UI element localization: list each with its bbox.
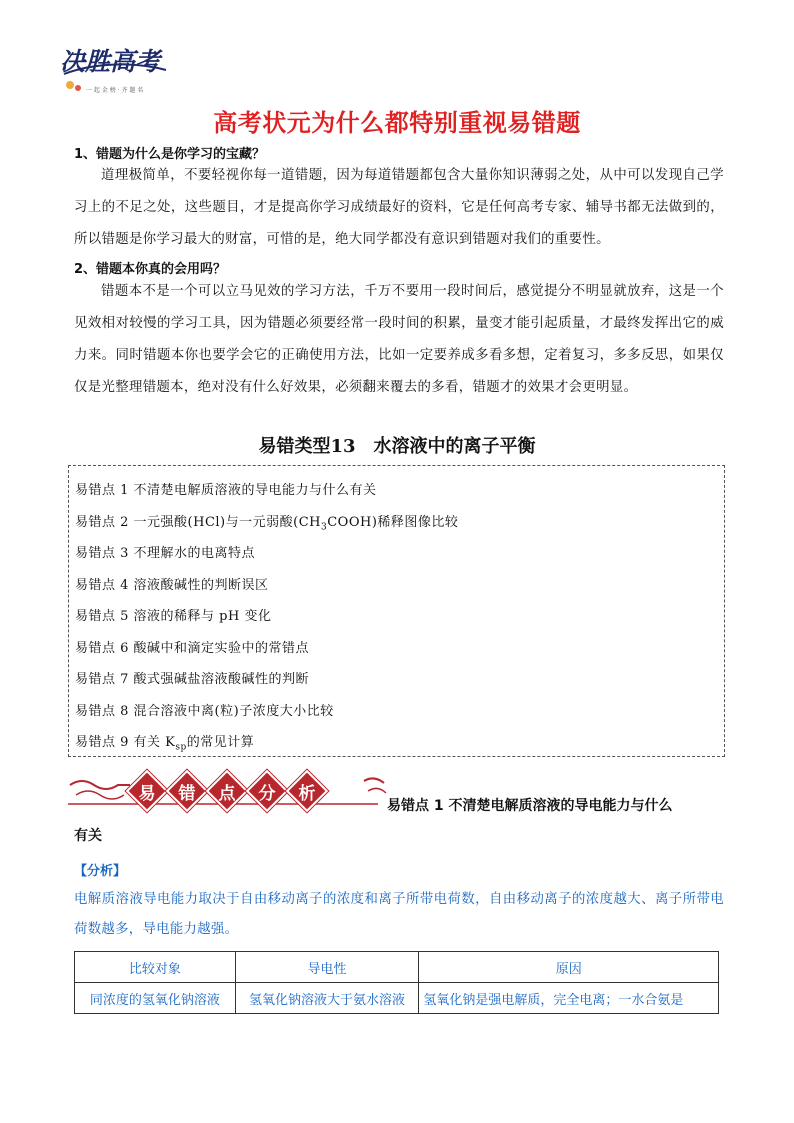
banner-char: 点 <box>207 771 247 811</box>
error-point-item: 易错点 8 混合溶液中离(粒)子浓度大小比较 <box>75 704 334 719</box>
page-title: 高考状元为什么都特别重视易错题 <box>213 109 581 137</box>
section1-body: 道理极简单，不要轻视你每一道错题，因为每道错题都包含大量你知识薄弱之处，从中可以发现自己学习上的不足之处，这些题目，才是提高你学习成绩最好的资料，它是任何高考专家、辅导书都无法做到的，所以错题是你学习最大的财富，可惜的是，绝大同学都没有意识到错题对我们的重要性。 <box>74 168 724 247</box>
table-header-row <box>75 952 719 983</box>
error-point-item: 易错点 6 酸碱中和滴定实验中的常错点 <box>75 641 310 656</box>
error-point-item: 易错点 2 一元强酸(HCl)与一元弱酸$(CH_3COOH)$稀释图像比较 <box>75 515 459 533</box>
table-cell: 氢氧化钠溶液大于氨水溶液 <box>235 983 419 1014</box>
logo <box>56 40 174 102</box>
comparison-table <box>74 951 719 1014</box>
banner-char: 析 <box>287 771 327 811</box>
banner-char: 错 <box>167 771 207 811</box>
banner-char: 易 <box>127 771 167 811</box>
table-cell: 氢氧化钠是强电解质，完全电离；一水合氨是 <box>419 983 719 1014</box>
table-header: 比较对象 <box>75 952 236 983</box>
point1-heading-line1: 易错点 1 不清楚电解质溶液的导电能力与什么 <box>387 798 673 814</box>
error-type-title: 易错类型13 水溶液中的离子平衡 <box>258 436 536 457</box>
section1-heading: 1、错题为什么是你学习的宝藏？ <box>74 147 266 162</box>
banner-char: 分 <box>247 771 287 811</box>
error-point-item: 易错点 3 不理解水的电离特点 <box>75 546 256 561</box>
analysis-label: 【分析】 <box>74 864 127 879</box>
analysis-body: 电解质溶液导电能力取决于自由移动离子的浓度和离子所带电荷数，自由移动离子的浓度越大、离子所带电荷数越多，导电能力越强。 <box>74 892 724 937</box>
error-point-item: 易错点 9 有关 $K_{sp}$的常见计算 <box>75 735 255 753</box>
table-header: 导电性 <box>235 952 419 983</box>
error-point-item: 易错点 5 溶液的稀释与 pH 变化 <box>75 609 272 624</box>
table-header: 原因 <box>419 952 719 983</box>
table-cell: 同浓度的氢氧化钠溶液 <box>75 983 236 1014</box>
error-point-item: 易错点 7 酸式强碱盐溶液酸碱性的判断 <box>75 672 310 687</box>
error-point-item: 易错点 4 溶液酸碱性的判断误区 <box>75 578 269 593</box>
error-point-item: 易错点 1 不清楚电解质溶液的导电能力与什么有关 <box>75 483 377 498</box>
table-row <box>75 983 719 1014</box>
logo-text: 决胜高考 <box>60 47 161 76</box>
section2-heading: 2、错题本你真的会用吗？ <box>74 262 227 277</box>
logo-subtitle: 一 起 金 榜 · 齐 题 名 <box>86 87 144 94</box>
error-points-box <box>68 465 725 757</box>
point1-heading-line2: 有关 <box>74 828 102 844</box>
section2-body: 错题本不是一个可以立马见效的学习方法，千万不要用一段时间后，感觉提分不明显就放弃，这是一个见效相对较慢的学习工具，因为错题必须要经常一段时间的积累，量变才能引起质量，才最终发挥出它的威力来。同时错题本你也要学会它的正确使用方法，比如一定要养成多看多想，定着复习，多多反思，如果仅仅是光整理错题本，绝对没有什么好效果，必须翻来覆去的多看，错题才的效果才会更明显。 <box>74 284 724 395</box>
